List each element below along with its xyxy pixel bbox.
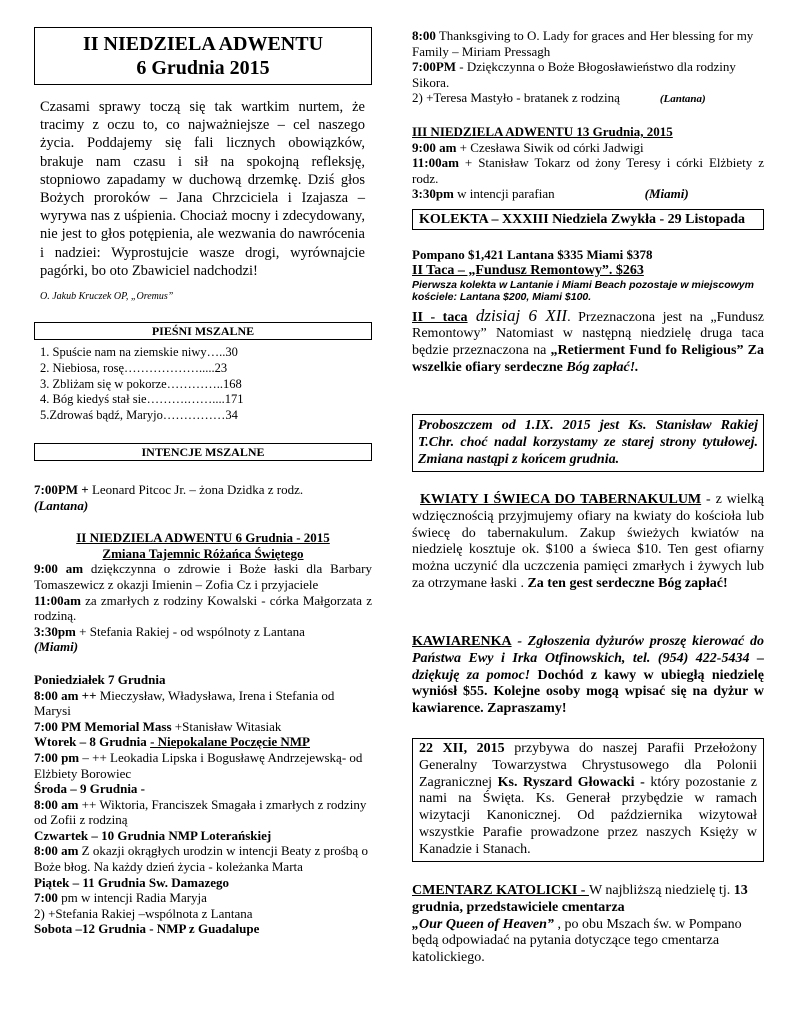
sunday-1100-intention: 11:00am za zmarłych z rodziny Kowalski - córka Małgorzata z rodziną. xyxy=(34,592,372,624)
monday-header: Poniedziałek 7 Grudnia xyxy=(34,671,166,687)
third-advent-1100-intention: 11:00am + Stanisław Tokarz od żony Teresy i córki Elżbiety z rodz. xyxy=(412,155,764,186)
second-taca-paragraph: II - taca dzisiaj 6 XII. Przeznaczona jest na „Fundusz Remontowy” Natomiast w następną niedzielę druga taca będzie przeznaczona na „Retierment Fund fo Religious” Za wszelkie ofiary serdeczne Bóg zapłać!. xyxy=(412,305,765,375)
intro-paragraph: Czasami sprawy toczą się tak wartkim nurtem, że tracimy z oczu to, co najważniejsze – cel naszego życia. Poddajemy się fali licznych obowiązków, brakuje nam czasu i sił na spokojną refleksję, stopniowo zapadamy w duchową drzemkę. Dziś głos Bożych proroków – Jana Chrzciciela i Izajasza – wyrywa nas z uśpienia. Chociaż mocny i zdecydowany, nie jest to głos potępienia, ale wezwania do nawrócenia i nadziei: Wyprostujcie wasze drogi, wyrównajcie pagórki, bo oto Zbawiciel nadchodzi! xyxy=(40,99,365,279)
kolekta-values: Pompano $1,421 Lantana $335 Miami $378 xyxy=(412,247,653,262)
cemetery-paragraph: CMENTARZ KATOLICKI - W najbliższą niedzielę tj. 13 grudnia, przedstawiciele cmentarza „Our Queen of Heaven” , po obu Mszach św. w Pompano będą odpowiadać na pytania dotyczące tego cmentarza katolickiego. xyxy=(412,883,748,966)
tuesday-header: Wtorek – 8 Grudnia - Niepokalane Poczęcie NMP xyxy=(34,734,310,750)
song-item: 3. Zbliżam się w pokorze…………..168 xyxy=(40,376,242,391)
flowers-paragraph: KWIATY I ŚWIECA DO TABERNAKULUM - z wielką wdzięcznością przyjmujemy ofiary na kwiaty do kościoła lub świecę do tabernakulum. Zakup świeżych kwiatów na niedzielę kosztuje ok. $100 a świeca $10. Ten gest ofiarny można uczynić dla uczczenia pamięci zmarłych i żywych lub za otrzymane łaski . Za ten gest serdeczne Bóg zapłać! xyxy=(412,492,764,591)
general-visit-box: 22 XII, 2015 przybywa do naszej Parafii Przełożony Generalny Towarzystwa Chrystusowego dla Polonii Zagranicznej Ks. Ryszard Głowacki - który pozostanie z nami na Święta. Ks. Generał przybędzie w ramach wizytacji Kanonicznej. Od października wizytował wszystkie Parafie prowadzone przez naszych Księży w Kanadzie i Stanach. xyxy=(412,738,764,862)
wednesday-header: Środa – 9 Grudnia - xyxy=(34,781,146,797)
sunday-330-location: (Miami) xyxy=(34,639,79,655)
friday-700-intention: 7:00 pm w intencji Radia Maryja xyxy=(34,890,207,906)
mass-intentions-right xyxy=(412,28,764,202)
sunday-header: II NIEDZIELA ADWENTU 6 Grudnia - 2015 xyxy=(76,530,330,546)
songs-header: PIEŚNI MSZALNE xyxy=(34,322,372,340)
songs-list xyxy=(40,345,243,424)
song-item: 2. Niebiosa, rosę……………….....23 xyxy=(40,360,228,375)
sunday-subheader: Zmiana Tajemnic Różańca Świętego xyxy=(102,545,304,561)
sunday-900-intention: 9:00 am dziękczynna o zdrowie i Boże łaski dla Barbary Tomaszewicz z okazji Imienin – Zofia Cz i przyjaciele xyxy=(34,561,372,592)
page-title-box xyxy=(34,27,372,85)
saturday-location: (Lantana) xyxy=(34,497,89,513)
kolekta-title: KOLEKTA – XXXIII Niedziela Zwykła - 29 Listopada xyxy=(419,212,746,227)
song-item: 4. Bóg kiedyś stał sie……….……....171 xyxy=(40,392,244,407)
tuesday-700-intention: 7:00 pm – ++ Leokadia Lipska i Bogusławę Andrzejewską- od Elżbiety Borowiec xyxy=(34,749,363,781)
taca-title: II Taca – „Fundusz Remontowy”. $263 xyxy=(412,262,644,278)
collections-section xyxy=(412,247,764,377)
kolekta-box xyxy=(412,209,764,230)
mass-intentions-left xyxy=(34,482,372,937)
cafe-paragraph: KAWIARENKA - Zgłoszenia dyżurów proszę kierować do Państwa Ewy i Irka Otfinowskich, tel. (954) 422-5434 – dziękuję za pomoc! Dochód z kawy w ubiegłą niedzielę wyniósł $55. Kolejne osoby mogą wpisać się na dyżur w kawiarence. Zapraszamy! xyxy=(412,634,764,717)
friday-second-intention: 2) +Stefania Rakiej –wspólnota z Lantana xyxy=(34,905,253,921)
third-advent-900-intention: 9:00 am + Czesława Siwik od córki Jadwigi xyxy=(412,139,644,155)
saturday12-second-intention: 2) +Teresa Mastyło - bratanek z rodziną (Lantana) xyxy=(412,90,706,106)
friday-header: Piątek – 11 Grudnia Sw. Damazego xyxy=(34,874,230,890)
intro-author: O. Jakub Kruczek OP, „Oremus” xyxy=(40,291,174,302)
song-item: 5.Zdrowaś bądź, Maryjo……………34 xyxy=(40,408,238,423)
monday-700-intention: 7:00 PM Memorial Mass +Stanisław Witasiak xyxy=(34,718,282,734)
page-date: 6 Grudnia 2015 xyxy=(136,57,270,79)
thursday-header: Czwartek – 10 Grudnia NMP Loterańskiej xyxy=(34,827,272,843)
pastor-note-box: Proboszczem od 1.IX. 2015 jest Ks. Stanisław Rakiej T.Chr. choć nadal korzystamy ze starej strony tytułowej. Zmiana nastąpi z końcem grudnia. xyxy=(412,414,764,472)
wednesday-800-intention: 8:00 am ++ Wiktoria, Franciszek Smagała i zmarłych z rodziny od Zofii z rodziną xyxy=(34,796,367,828)
monday-800-intention: 8:00 am ++ Mieczysław, Władysława, Irena i Stefania od Marysi xyxy=(34,687,335,719)
page-title: II NIEDZIELA ADWENTU xyxy=(82,33,324,55)
third-advent-header: III NIEDZIELA ADWENTU 13 Grudnia, 2015 xyxy=(412,123,673,139)
saturday12-header: Sobota –12 Grudnia - NMP z Guadalupe xyxy=(34,921,260,937)
thursday-800-intention: 8:00 am Z okazji okrągłych urodzin w intencji Beaty z prośbą o Boże błog. Na każdy dzień życia - koleżanka Marta xyxy=(34,843,368,875)
song-item: 1. Spuście nam na ziemskie niwy…..30 xyxy=(40,345,238,359)
saturday12-700-intention: 7:00PM - Dziękczynna o Boże Błogosławieństwo dla rodziny Sikora. xyxy=(412,59,736,90)
saturday12-800-intention: 8:00 Thanksgiving to O. Lady for graces and Her blessing for my Family – Miriam Pressagh xyxy=(412,28,754,59)
sunday-330-intention: 3:30pm + Stefania Rakiej - od wspólnoty z Lantana xyxy=(34,623,305,639)
saturday-intention: 7:00PM + Leonard Pitcoc Jr. – żona Dzidka z rodz. xyxy=(34,482,304,497)
third-advent-330-intention: 3:30pm w intencji parafian (Miami) xyxy=(412,186,689,202)
taca-note: Pierwsza kolekta w Lantanie i Miami Beach pozostaje w miejscowym kościele: Lantana $200, Miami $100. xyxy=(412,278,754,304)
intentions-header: INTENCJE MSZALNE xyxy=(34,443,372,461)
